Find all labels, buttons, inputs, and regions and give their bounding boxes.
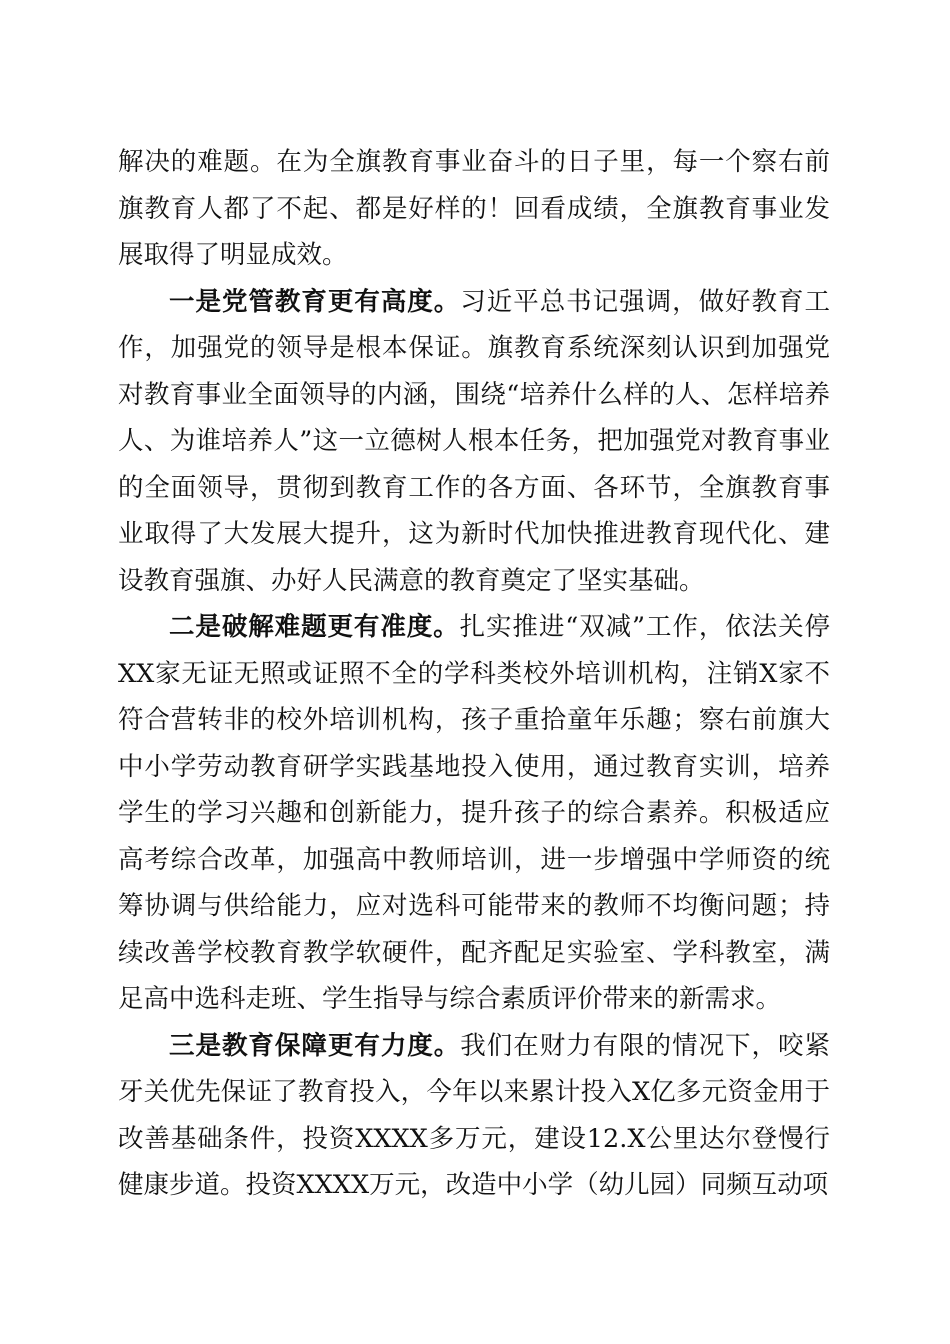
paragraph-text: 习近平总书记强调，做好教育工作，加强党的领导是根本保证。旗教育系统深刻认识到加强党对教育事业全面领导的内涵，围绕“培养什么样的人、怎样培养人、为谁培养人”这一立德树人根本任务，把加强党对教育事业的全面领导，贯彻到教育工作的各方面、各环节，全旗教育事业取得了大发展大提升，这为新时代加快推进教育现代化、建设教育强旗、办好人民满意的教育奠定了坚实基础。 xyxy=(118,286,830,596)
paragraph-lead: 二是破解难题更有准度。 xyxy=(169,612,460,642)
document-body xyxy=(118,139,830,1209)
paragraph-text: 扎实推进“双减”工作，依法关停XX家无证无照或证照不全的学科类校外培训机构，注销X家不符合营转非的校外培训机构，孩子重拾童年乐趣；察右前旗大中小学劳动教育研学实践基地投入使用，通过教育实训，培养学生的学习兴趣和创新能力，提升孩子的综合素养。积极适应高考综合改革，加强高中教师培训，进一步增强中学师资的统筹协调与供给能力，应对选科可能带来的教师不均衡问题；持续改善学校教育教学软硬件，配齐配足实验室、学科教室，满足高中选科走班、学生指导与综合素质评价带来的新需求。 xyxy=(118,612,830,1014)
paragraph-lead: 一是党管教育更有高度。 xyxy=(169,286,461,317)
paragraph-text: 解决的难题。在为全旗教育事业奋斗的日子里，每一个察右前旗教育人都了不起、都是好样的！回看成绩，全旗教育事业发展取得了明显成效。 xyxy=(118,147,830,270)
paragraph-continuation xyxy=(118,139,830,279)
paragraph-lead: 三是教育保障更有力度。 xyxy=(169,1030,461,1061)
paragraph-party-leadership xyxy=(118,279,830,605)
paragraph-solving-problems xyxy=(118,604,830,1023)
paragraph-text: 我们在财力有限的情况下，咬紧牙关优先保证了教育投入，今年以来累计投入X亿多元资金用于改善基础条件，投资XXXX多万元，建设12.X公里达尔登慢行健康步道。投资XXXX万元，改造中小学（幼儿园）同频互动项 xyxy=(118,1030,830,1200)
paragraph-education-support xyxy=(118,1023,830,1209)
